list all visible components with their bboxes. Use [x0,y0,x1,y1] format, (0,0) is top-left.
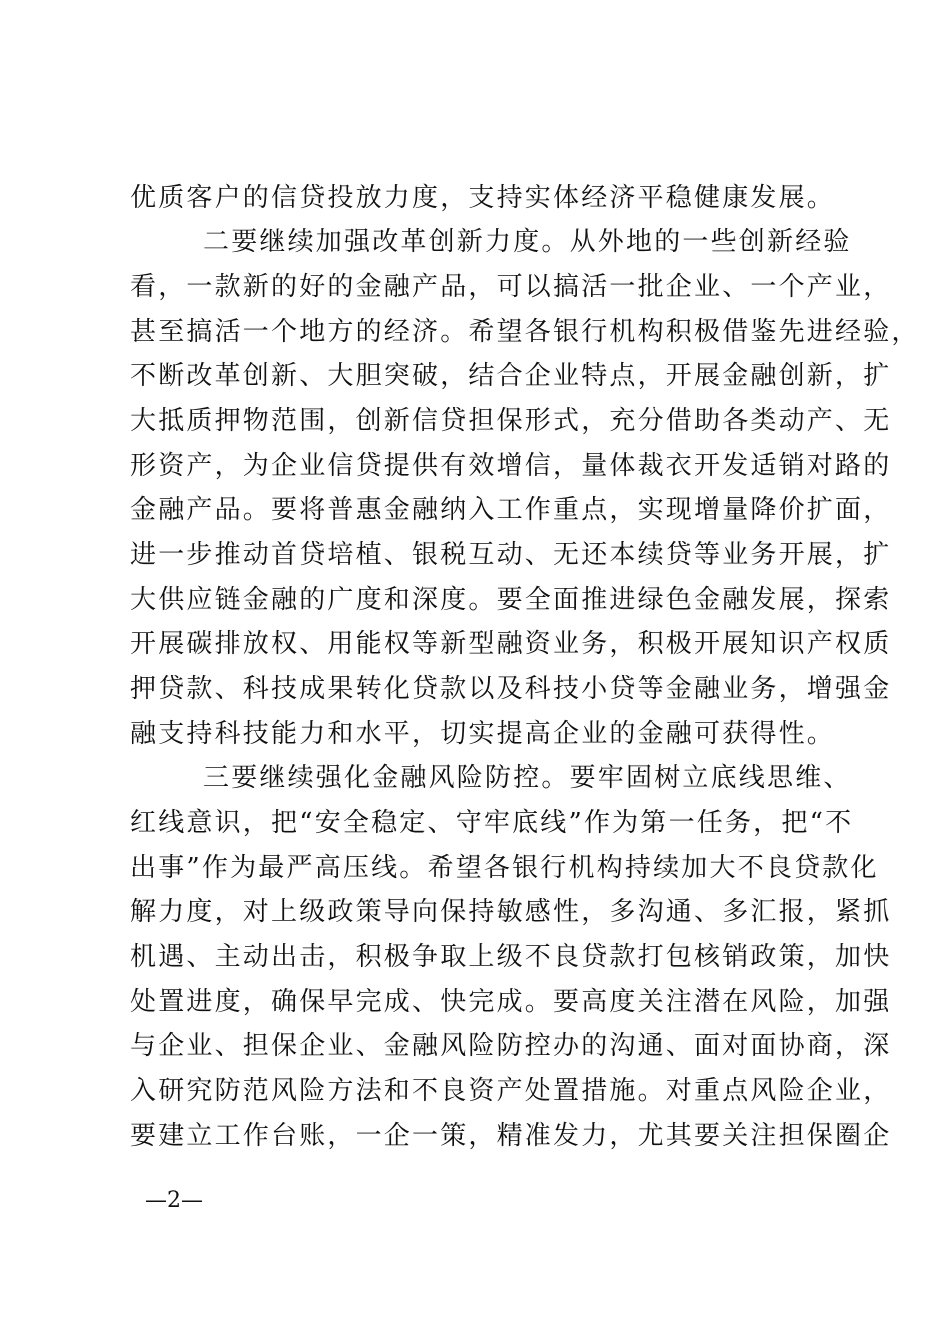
paragraph-2-line-11: 押贷款、科技成果转化贷款以及科技小贷等金融业务，增强金 [130,674,892,704]
paragraph-2-line-10: 开展碳排放权、用能权等新型融资业务，积极开展知识产权质 [130,629,892,659]
paragraph-3-line-8: 入研究防范风险方法和不良资产处置措施。对重点风险企业， [130,1076,892,1106]
paragraph-2-line-5: 大抵质押物范围，创新信贷担保形式，充分借助各类动产、无 [130,406,892,436]
page-number: —2— [145,1188,203,1213]
paragraph-2-line-7: 金融产品。要将普惠金融纳入工作重点，实现增量降价扩面， [130,495,892,525]
paragraph-2-line-12: 融支持科技能力和水平，切实提高企业的金融可获得性。 [130,719,836,749]
paragraph-3-line-3: 出事”作为最严高压线。希望各银行机构持续加大不良贷款化 [130,853,879,883]
paragraph-1-line-1: 优质客户的信贷投放力度，支持实体经济平稳健康发展。 [130,183,836,213]
paragraph-3-line-9: 要建立工作台账，一企一策，精准发力，尤其要关注担保圈企 [130,1121,892,1151]
paragraph-2-line-6: 形资产，为企业信贷提供有效增信，量体裁衣开发适销对路的 [130,451,892,481]
paragraph-3-line-6: 处置进度，确保早完成、快完成。要高度关注潜在风险，加强 [130,987,892,1017]
paragraph-2-line-3: 甚至搞活一个地方的经济。希望各银行机构积极借鉴先进经验， [130,317,920,347]
paragraph-3-line-7: 与企业、担保企业、金融风险防控办的沟通、面对面协商，深 [130,1031,892,1061]
paragraph-2-line-4: 不断改革创新、大胆突破，结合企业特点，开展金融创新，扩 [130,361,892,391]
paragraph-3-line-4: 解力度，对上级政策导向保持敏感性，多沟通、多汇报，紧抓 [130,897,892,927]
paragraph-2-line-2: 看，一款新的好的金融产品，可以搞活一批企业、一个产业， [130,272,892,302]
paragraph-2-line-8: 进一步推动首贷培植、银税互动、无还本续贷等业务开展，扩 [130,540,892,570]
paragraph-2-line-9: 大供应链金融的广度和深度。要全面推进绿色金融发展，探索 [130,585,892,615]
paragraph-3-line-5: 机遇、主动出击，积极争取上级不良贷款打包核销政策，加快 [130,942,892,972]
paragraph-2-line-1: 二要继续加强改革创新力度。从外地的一些创新经验 [203,227,852,257]
paragraph-3-line-1: 三要继续强化金融风险防控。要牢固树立底线思维、 [203,763,852,793]
paragraph-3-line-2: 红线意识，把“安全稳定、守牢底线”作为第一任务，把“不 [130,808,854,838]
